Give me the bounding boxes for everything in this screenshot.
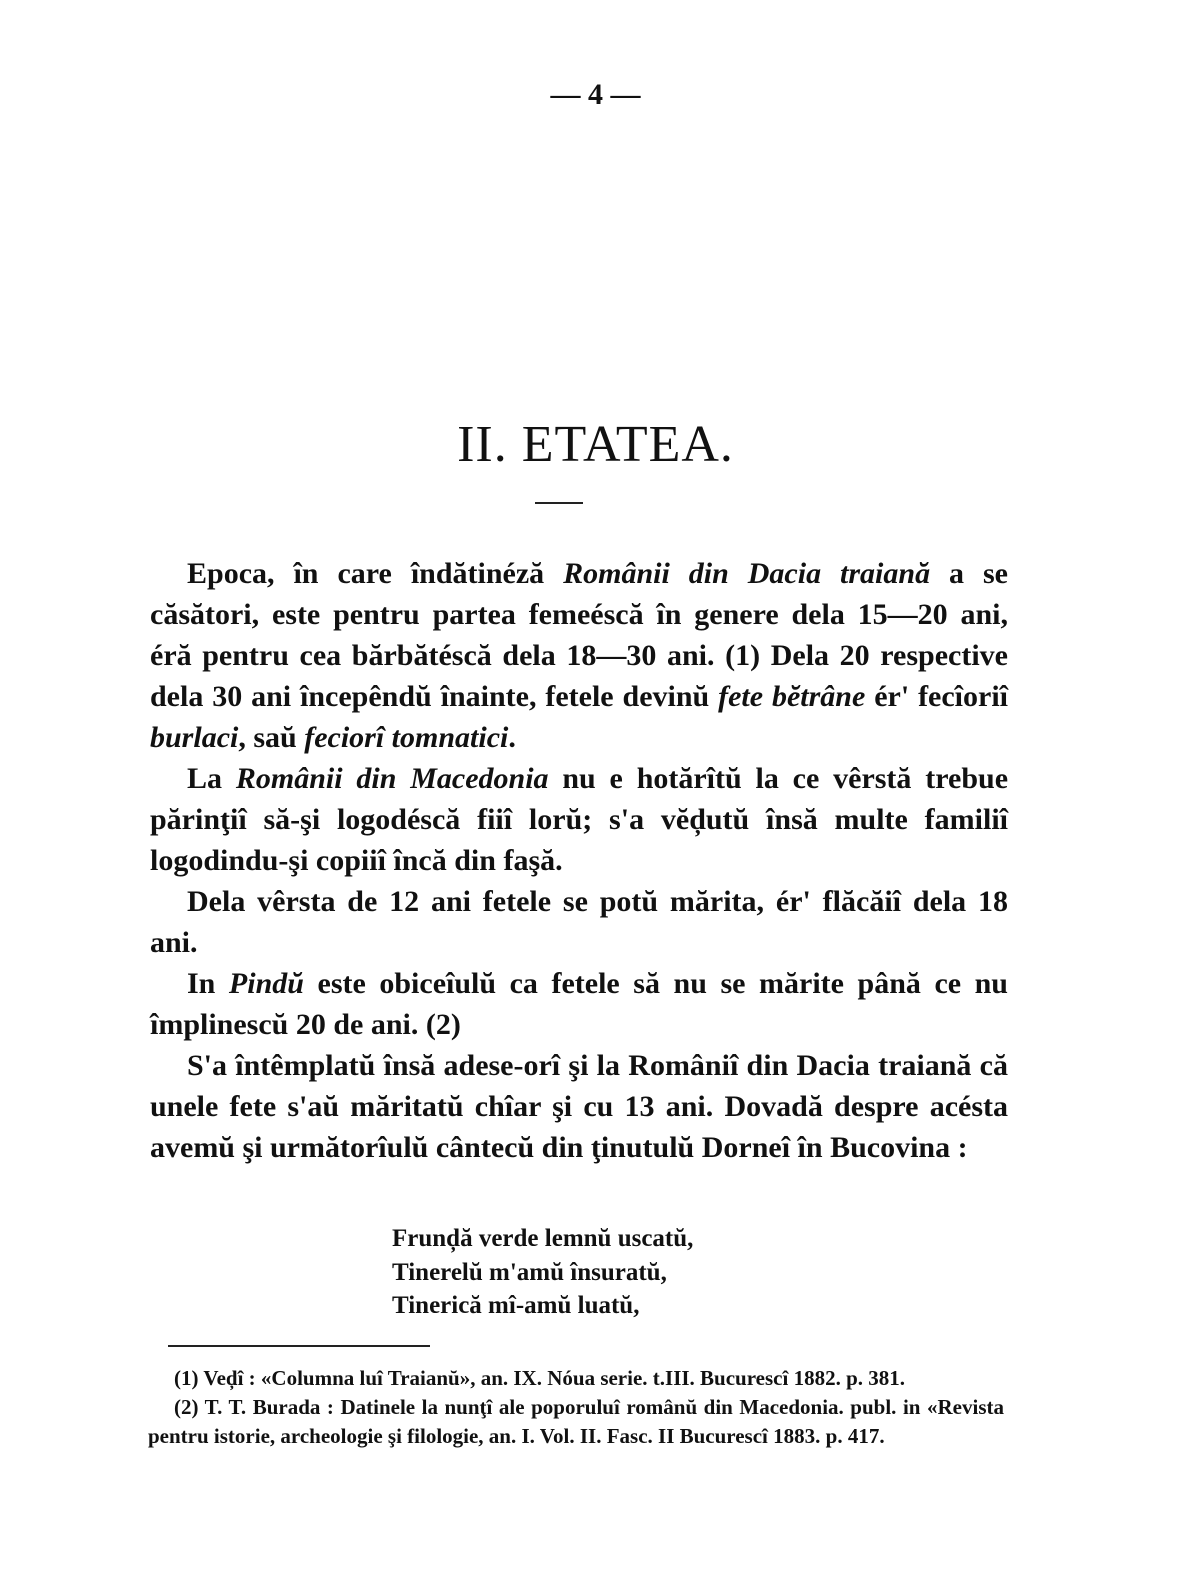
- poem-line: Tinerică mî-amŭ luatŭ,: [392, 1292, 640, 1319]
- paragraph: La Românii din Macedonia nu e hotărîtŭ la ce vêrstă trebue părinţiî să-şi logodéscă fiiî lorŭ; s'a vĕḑutŭ însă multe familiî logodindu-şi copiiî încă din faşă.: [150, 762, 1009, 877]
- paragraph: Dela vêrsta de 12 ani fetele se potŭ mărita, ér' flăcăiî dela 18 ani.: [150, 885, 1008, 959]
- italic-phrase: Românii din Dacia traiană: [563, 557, 931, 590]
- footnote: (1) Veḑî : «Columna luî Traianŭ», an. IX. Nóua serie. t.III. Bucurescî 1882. p. 381.: [174, 1366, 906, 1390]
- italic-phrase: Românii din Macedonia: [235, 762, 549, 795]
- footnote-divider: [168, 1345, 430, 1347]
- italic-phrase: fete bĕtrâne: [718, 680, 866, 713]
- poem-verse: [392, 1222, 693, 1323]
- chapter-title: II. ETATEA.: [457, 416, 734, 473]
- page-number: — 4 —: [550, 78, 641, 111]
- italic-phrase: Pindŭ: [228, 967, 304, 1000]
- poem-line: Frunḑă verde lemnŭ uscatŭ,: [392, 1225, 694, 1252]
- paragraph: Epoca, în care îndătinéză Românii din Dacia traiană a se căsători, este pentru partea femeéscă în genere dela 15—20 ani, éră pentru cea bărbătéscă dela 18—30 ani. (1) Dela 20 respective dela 30 ani începêndŭ înainte, fetele devinŭ fete bĕtrâne ér' fecîoriî burlaci, saŭ feciorî tomnatici.: [150, 557, 1009, 754]
- title-divider: [535, 502, 583, 504]
- poem-line: Tinerelŭ m'amŭ însuratŭ,: [392, 1258, 667, 1286]
- italic-phrase: feciorî tomnatici: [304, 721, 509, 754]
- footnotes: [148, 1364, 1004, 1451]
- paragraph: In Pindŭ este obiceîulŭ ca fetele să nu se mărite până ce nu împlinescŭ 20 de ani. (2): [150, 967, 1008, 1041]
- footnote: (2) T. T. Burada : Datinele la nunţî ale poporuluî românŭ din Macedonia. publ. in «Revista pentru istorie, archeologie şi filologie, an. I. Vol. II. Fasc. II Bucurescî 1883. p. 417.: [148, 1395, 1004, 1448]
- body-text: [150, 553, 1008, 1168]
- paragraph: S'a întêmplatŭ însă adese-orî şi la Româniî din Dacia traiană că unele fete s'aŭ măritatŭ chîar şi cu 13 ani. Dovadă despre acésta avemŭ şi următorîulŭ cântecŭ din ţinutulŭ Dorneî în Bucovina :: [150, 1049, 1008, 1164]
- italic-phrase: burlaci: [150, 721, 239, 754]
